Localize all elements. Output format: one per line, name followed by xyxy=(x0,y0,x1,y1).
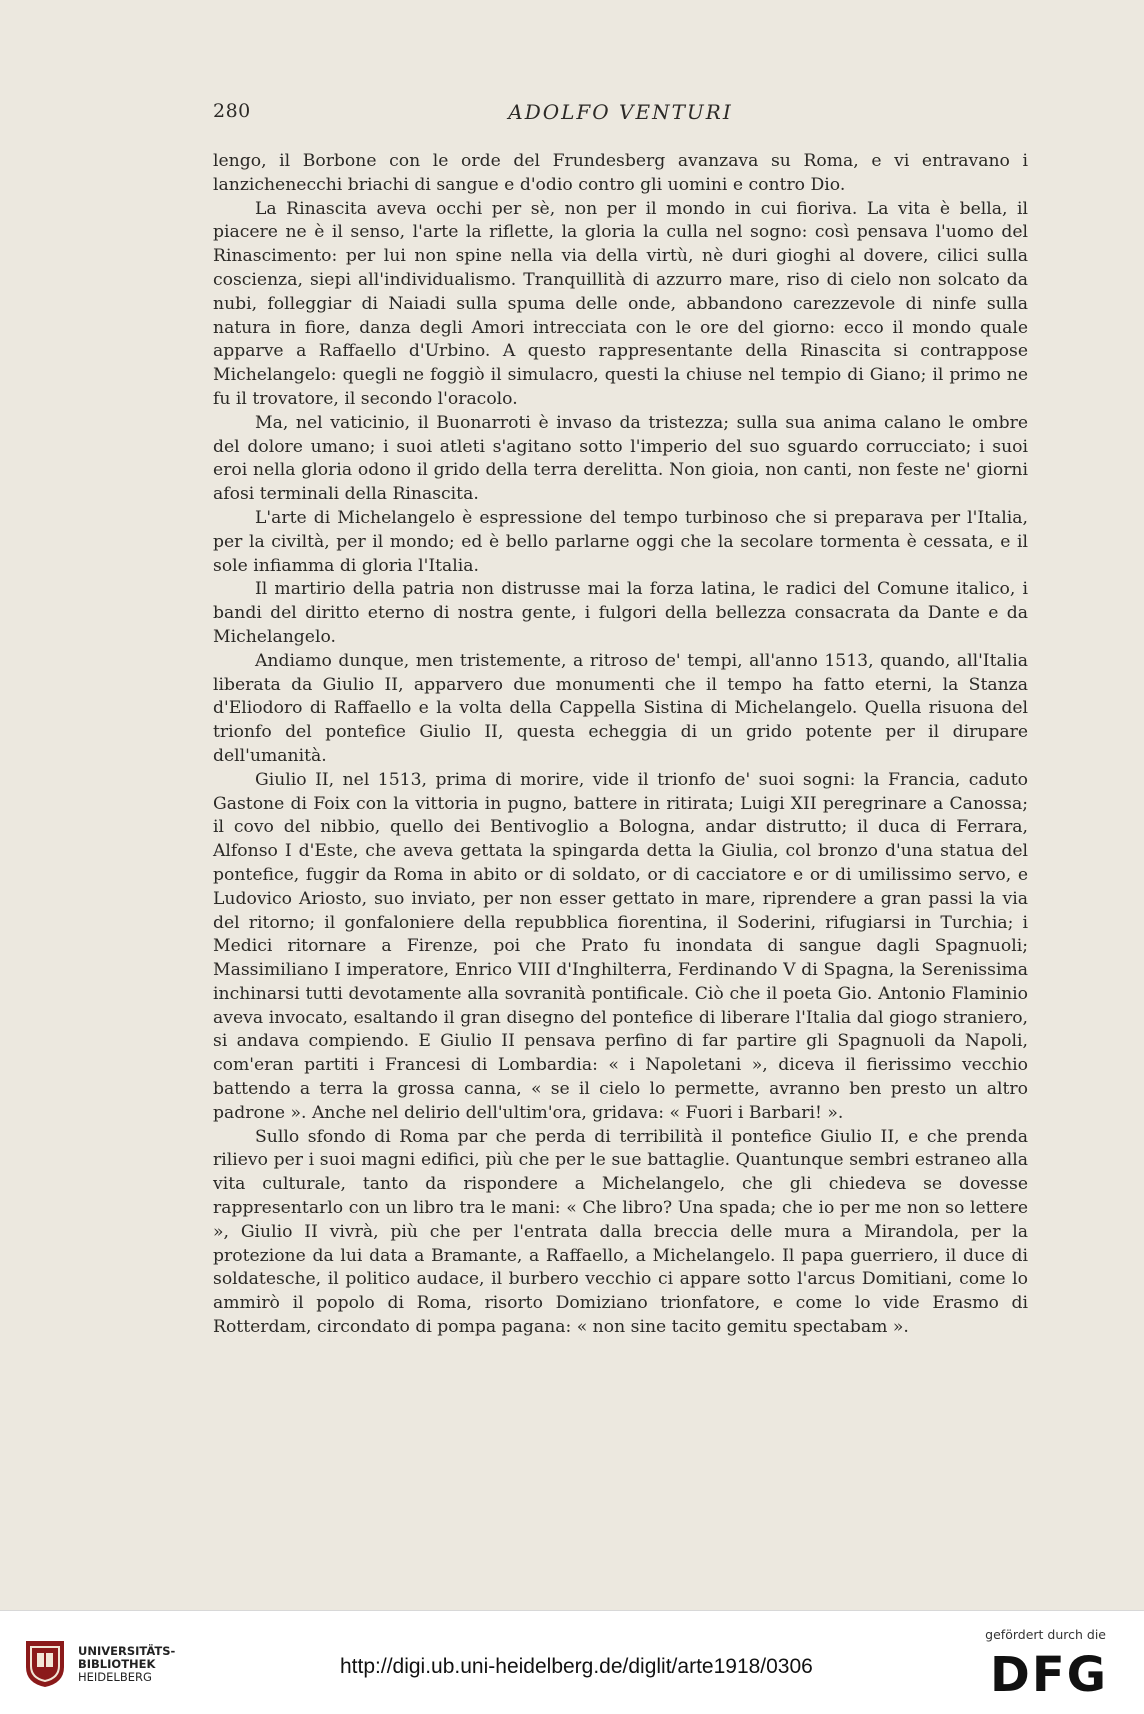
permalink-url[interactable]: http://digi.ub.uni-heidelberg.de/diglit/arte1918/0306 xyxy=(340,1655,813,1678)
running-head xyxy=(213,100,1028,130)
paragraph: Il martirio della patria non distrusse mai la forza latina, le radici del Comune italico, i bandi del diritto eterno di nostra gente, i fulgori della bellezza consacrata da Dante e da Michelangelo. xyxy=(213,579,1028,647)
viewer-footer xyxy=(0,1610,1144,1714)
body-text xyxy=(213,150,1028,1340)
funding-note: gefördert durch die xyxy=(985,1627,1106,1642)
paragraph: Andiamo dunque, men tristemente, a ritroso de' tempi, all'anno 1513, quando, all'Italia liberata da Giulio II, apparvero due monumenti che il tempo ha fatto eterni, la Stanza d'Eliodoro di Raffaello e la volta della Cappella Sistina di Michelangelo. Quella risuona del trionfo del pontefice Giulio II, questa echeggia di un grido potente per il dirupare dell'umanità. xyxy=(213,650,1028,766)
running-title: ADOLFO VENTURI xyxy=(508,100,733,124)
dfg-logo[interactable]: DFG xyxy=(989,1647,1108,1703)
paragraph: Giulio II, nel 1513, prima di morire, vide il trionfo de' suoi sogni: la Francia, caduto Gastone di Foix con la vittoria in pugno, battere in ritirata; Luigi XII peregrinare a Canossa; il covo del nibbio, quello dei Bentivoglio a Bologna, andar distrutto; il duca di Ferrara, Alfonso I d'Este, che aveva gettata la spingarda detta la Giulia, col bronzo d'una statua del pontefice, fuggir da Roma in abito or di soldato, or di cacciatore e or di umilissimo servo, e Ludovico Ariosto, suo inviato, per non esser gettato in mare, riprendere a gran passi la via del ritorno; il gonfaloniere della repubblica fiorentina, il Soderini, rifugiarsi in Turchia; i Medici ritornare a Firenze, poi che Prato fu inondata di sangue dagli Spagnuoli; Massimiliano I imperatore, Enrico VIII d'Inghilterra, Ferdinando V di Spagna, la Serenissima inchinarsi tutti devotamente alla sovranità pontificale. Ciò che il poeta Gio. Antonio Flaminio aveva invocato, esaltando il gran disegno del pontefice di liberare l'Italia dal giogo straniero, si andava compiendo. E Giulio II pensava perfino di far partire gli Spagnuoli da Napoli, com'eran partiti i Francesi di Lombardia: « i Napoletani », diceva il fierissimo vecchio battendo a terra la grossa canna, « se il cielo lo permette, avranno ben presto un altro padrone ». Anche nel delirio dell'ultim'ora, gridava: « Fuori i Barbari! ». xyxy=(213,769,1028,1123)
paragraph-continuation: lengo, il Borbone con le orde del Frundesberg avanzava su Roma, e vi entravano i lanzichenecchi briachi di sangue e d'odio contro gli uomini e contro Dio. xyxy=(213,151,1028,195)
paragraph: La Rinascita aveva occhi per sè, non per il mondo in cui fioriva. La vita è bella, il piacere ne è il senso, l'arte la riflette, la gloria la culla nel sogno: così pensava l'uomo del Rinascimento: per lui non spine nella via della virtù, nè duri gioghi al dovere, cilici sulla coscienza, siepi all'individualismo. Tranquillità di azzurro mare, riso di cielo non solcato da nubi, folleggiar di Naiadi sulla spuma delle onde, abbandono carezzevole di ninfe sulla natura in fiore, danza degli Amori intrecciata con le ore del giorno: ecco il mondo quale apparve a Raffaello d'Urbino. A questo rappresentante della Rinascita si contrappose Michelangelo: quegli ne foggiò il simulacro, questi la chiuse nel tempio di Giano; il primo ne fu il trovatore, il secondo l'oracolo. xyxy=(213,198,1028,409)
paragraph: Sullo sfondo di Roma par che perda di terribilità il pontefice Giulio II, e che prenda rilievo per i suoi magni edifici, più che per le sue battaglie. Quantunque sembri estraneo alla vita culturale, tanto da rispondere a Michelangelo, che gli chiedeva se dovesse rappresentarlo con un libro tra le mani: « Che libro? Una spada; che io per me non so lettere », Giulio II vivrà, più che per l'entrata dalla breccia delle mura a Mirandola, per la protezione da lui data a Bramante, a Raffaello, a Michelangelo. Il papa guerriero, il duce di soldatesche, il politico audace, il burbero vecchio ci appare sotto l'arcus Domitiani, come lo ammirò il popolo di Roma, risorto Domiziano trionfatore, e come lo vide Erasmo di Rotterdam, circondato di pompa pagana: « non sine tacito gemitu spectabam ». xyxy=(213,1126,1028,1338)
paragraph: Ma, nel vaticinio, il Buonarroti è invaso da tristezza; sulla sua anima calano le ombre del dolore umano; i suoi atleti s'agitano sotto l'imperio del suo sguardo corrucciato; i suoi eroi nella gloria odono il grido della terra derelitta. Non gioia, non canti, non feste ne' giorni afosi terminali della Rinascita. xyxy=(213,412,1028,505)
library-name: UNIVERSITÄTS- BIBLIOTHEK HEIDELBERG xyxy=(78,1644,176,1684)
page-number: 280 xyxy=(213,100,251,122)
paragraph: L'arte di Michelangelo è espressione del tempo turbinoso che si preparava per l'Italia, per la civiltà, per il mondo; ed è bello parlarne oggi che la secolare tormenta è cessata, e il sole infiamma di gloria l'Italia. xyxy=(213,507,1028,576)
university-library-logo[interactable] xyxy=(22,1637,182,1697)
library-seal-icon xyxy=(22,1637,68,1689)
